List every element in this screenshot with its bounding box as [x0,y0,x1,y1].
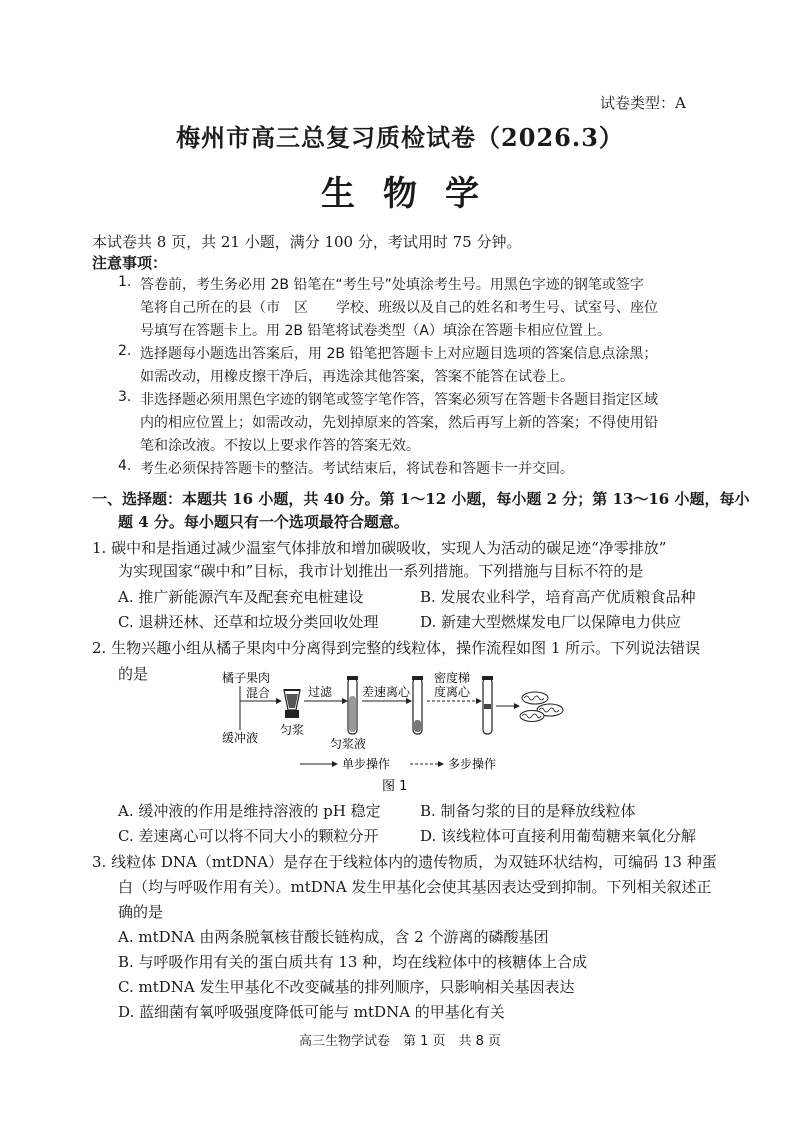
subject-title: 生物学 [321,174,507,214]
option-3c: C. mtDNA 发生甲基化不改变碱基的排列顺序，只影响相关基因表达 [118,978,575,996]
test-tube-icon [412,676,423,734]
label-fruit: 橘子果肉 [222,671,271,685]
label-diffcent: 差速离心 [362,685,411,699]
question-3: 3. 线粒体 DNA（mtDNA）是存在于线粒体内的遗传物质，为双链环状结构，可编码 13 种蛋 [92,853,717,871]
legend-single: 单步操作 [342,757,391,771]
question-2: 2. 生物兴趣小组从橘子果肉中分离得到完整的线粒体，操作流程如图 1 所示。下列说法错误 [92,639,701,657]
option-2b: B. 制备匀浆的目的是释放线粒体 [420,802,636,820]
option-1c: C. 退耕还林、还草和垃圾分类回收处理 [118,613,379,631]
notice-line: 选择题每小题选出答案后，用 2B 铅笔把答题卡上对应题目选项的答案信息点涂黑； [140,346,658,362]
notice-num: 1. [118,274,132,290]
option-2c: C. 差速离心可以将不同大小的颗粒分开 [118,827,379,845]
arrow-head [438,761,444,767]
test-tube-icon [347,676,358,734]
notice-line: 笔和涂改液。不按以上要求作答的答案无效。 [140,438,420,454]
blender-icon [284,690,300,718]
option-1a: A. 推广新能源汽车及配套充电桩建设 [118,588,364,606]
label-density-2: 度离心 [434,685,471,699]
label-homogenize: 匀浆 [280,723,305,737]
question-1-cont: 为实现国家“碳中和”目标，我市计划推出一系列措施。下列措施与目标不符的是 [118,562,644,580]
option-1b: B. 发展农业科学，培育高产优质粮食品种 [420,588,696,606]
question-1: 1. 碳中和是指通过减少温室气体排放和增加碳吸收，实现人为活动的碳足迹“净零排放” [92,539,667,557]
notice-heading: 注意事项： [92,254,168,272]
label-density-1: 密度梯 [434,671,471,685]
page-footer: 高三生物学试卷 第 1 页 共 8 页 [298,1034,502,1049]
option-2d: D. 该线粒体可直接利用葡萄糖来氧化分解 [420,827,697,845]
section-heading-cont: 题 4 分。每小题只有一个选项最符合题意。 [118,513,409,531]
option-3b: B. 与呼吸作用有关的蛋白质共有 13 种，均在线粒体中的核糖体上合成 [118,953,588,971]
label-buffer: 缓冲液 [222,731,259,745]
question-2-cont: 的是 [118,665,149,683]
label-filter: 过滤 [308,685,333,699]
notice-num: 3. [118,389,132,405]
option-3a: A. mtDNA 由两条脱氧核苷酸长链构成，含 2 个游离的磷酸基团 [118,928,549,946]
notice-num: 4. [118,458,132,474]
option-1d: D. 新建大型燃煤发电厂以保障电力供应 [420,613,682,631]
figure-caption: 图 1 [382,779,408,794]
notice-line: 答卷前，考生务必用 2B 铅笔在“考生号”处填涂考生号。用黑色字迹的钢笔或签字 [140,277,644,293]
label-mix: 混合 [246,686,271,700]
notice-line: 考生必须保持答题卡的整洁。考试结束后，将试卷和答题卡一并交回。 [140,461,574,477]
figure-1 [210,668,570,798]
notice-line: 非选择题必须用黑色字迹的钢笔或签字笔作答，答案必须写在答题卡各题目指定区域 [140,392,658,408]
notice-line: 笔将自己所在的县（市 区 学校、班级以及自己的姓名和考生号、试室号、座位 [140,300,658,316]
arrow-head [332,761,338,767]
exam-title: 梅州市高三总复习质检试卷（2026.3） [176,123,624,152]
test-tube-icon [482,676,493,734]
question-3-cont: 白（均与呼吸作用有关）。mtDNA 发生甲基化会使其基因表达受到抑制。下列相关叙述正 [118,878,712,896]
arrow-head [342,698,348,704]
paper-type: 试卷类型：A [600,94,686,112]
question-3-cont: 确的是 [118,903,164,921]
notice-num: 2. [118,343,132,359]
exam-intro: 本试卷共 8 页，共 21 小题，满分 100 分，考试用时 75 分钟。 [92,233,522,251]
arrow-head [276,698,282,704]
arrow-head [476,698,482,704]
option-2a: A. 缓冲液的作用是维持溶液的 pH 稳定 [118,802,381,820]
notice-line: 如需改动，用橡皮擦干净后，再选涂其他答案，答案不能答在试卷上。 [140,369,574,385]
option-3d: D. 蓝细菌有氧呼吸强度降低可能与 mtDNA 的甲基化有关 [118,1003,505,1021]
label-homogenate: 匀浆液 [330,737,367,751]
notice-line: 内的相应位置上；如需改动，先划掉原来的答案，然后再写上新的答案；不得使用铅 [140,415,658,431]
section-heading: 一、选择题：本题共 16 小题，共 40 分。第 1～12 小题，每小题 2 分；第 13～16 小题，每小 [92,490,750,508]
notice-line: 号填写在答题卡上。用 2B 铅笔将试卷类型（A）填涂在答题卡相应位置上。 [140,323,611,339]
arrow-head [514,703,520,709]
mitochondria-icon [520,692,563,722]
legend-multi: 多步操作 [448,757,497,771]
